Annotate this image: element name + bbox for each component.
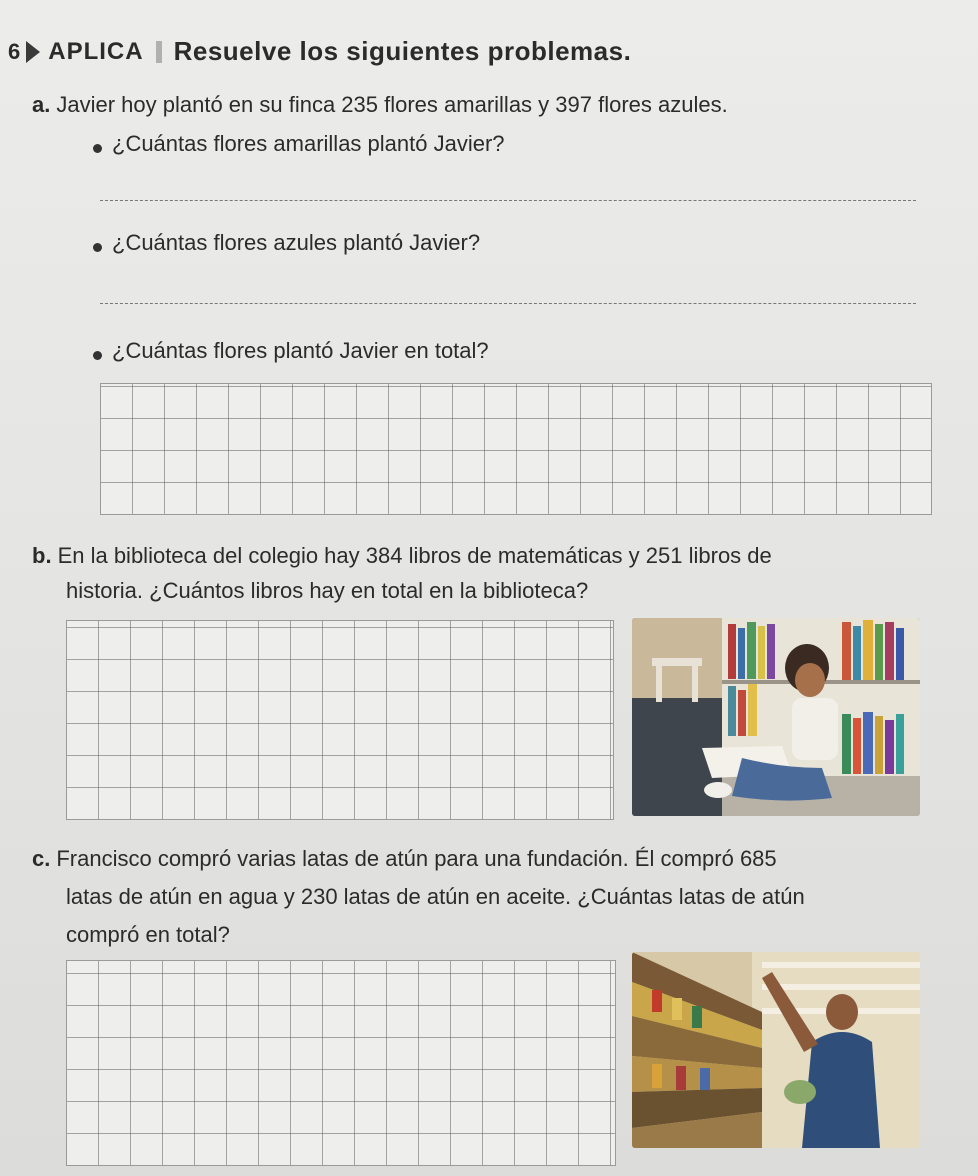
problem-b-text-line1: En la biblioteca del colegio hay 384 libros de matemáticas y 251 libros de: [57, 543, 772, 568]
problem-b-statement: [32, 543, 772, 569]
answer-grid-c[interactable]: [66, 960, 616, 1166]
problem-c-text-line2: latas de atún en agua y 230 latas de atún en aceite. ¿Cuántas latas de atún: [66, 884, 805, 909]
supermarket-photo-illustration: [632, 952, 920, 1148]
answer-line-a1[interactable]: [100, 200, 916, 201]
bullet-icon: [93, 351, 102, 360]
problem-c-letter: c.: [32, 846, 51, 871]
bullet-icon: [93, 243, 102, 252]
exercise-instruction: Resuelve los siguientes problemas.: [173, 36, 632, 66]
exercise-number: 6: [8, 38, 21, 64]
problem-c-text-line1: Francisco compró varias latas de atún para una fundación. Él compró 685: [56, 846, 777, 871]
problem-c-statement: [32, 846, 777, 872]
exercise-tag: APLICA: [48, 37, 144, 65]
question-a3: ¿Cuántas flores plantó Javier en total?: [112, 338, 489, 363]
problem-b-text-line2: historia. ¿Cuántos libros hay en total en la biblioteca?: [66, 578, 589, 603]
problem-a-statement: [32, 92, 728, 118]
library-photo: [632, 618, 920, 816]
arrow-icon: [26, 41, 40, 63]
supermarket-photo: [632, 952, 920, 1148]
question-a1: ¿Cuántas flores amarillas plantó Javier?: [112, 131, 505, 156]
bullet-icon: [93, 144, 102, 153]
answer-line-a2[interactable]: [100, 303, 916, 304]
separator-bar: [156, 41, 162, 63]
exercise-heading: [8, 36, 631, 67]
problem-a-text: Javier hoy plantó en su finca 235 flores amarillas y 397 flores azules.: [56, 92, 728, 117]
answer-grid-b[interactable]: [66, 620, 614, 820]
library-photo-illustration: [632, 618, 920, 816]
problem-a-letter: a.: [32, 92, 51, 117]
problem-b-letter: b.: [32, 543, 52, 568]
answer-grid-a[interactable]: [100, 383, 932, 515]
question-a2: ¿Cuántas flores azules plantó Javier?: [112, 230, 481, 255]
problem-c-text-line3: compró en total?: [66, 922, 230, 947]
